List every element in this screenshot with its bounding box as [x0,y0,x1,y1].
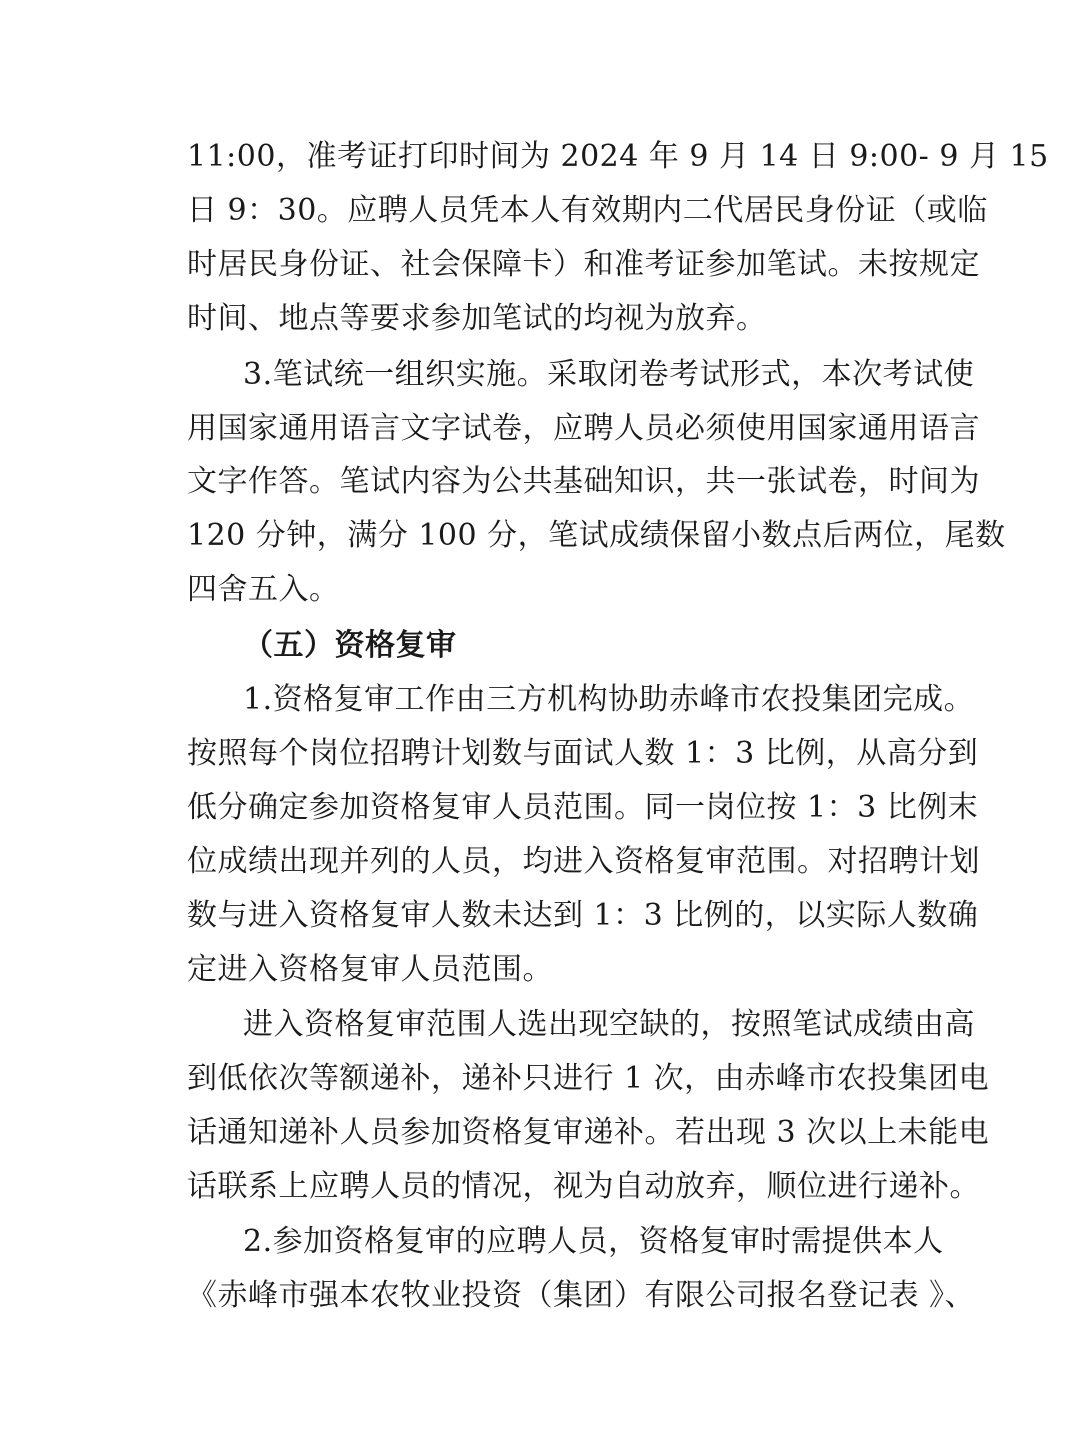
paragraph-line: 120 分钟，满分 100 分，笔试成绩保留小数点后两位，尾数 [187,518,1006,553]
paragraph-line: 定进入资格复审人员范围。 [187,952,553,987]
paragraph-line: 时居民身份证、社会保障卡）和准考证参加笔试。未按规定 [187,247,980,282]
paragraph-line: 低分确定参加资格复审人员范围。同一岗位按 1：3 比例末 [187,790,979,825]
paragraph-line: 到低依次等额递补，递补只进行 1 次，由赤峰市农投集团电 [187,1061,990,1096]
paragraph-line: 文字作答。笔试内容为公共基础知识，共一张试卷，时间为 [187,464,980,499]
paragraph-line: 四舍五入。 [187,572,340,607]
paragraph-line: 时间、地点等要求参加笔试的均视为放弃。 [187,301,767,336]
paragraph-line: 进入资格复审范围人选出现空缺的，按照笔试成绩由高 [243,1007,975,1042]
paragraph-line: 日 9：30。应聘人员凭本人有效期内二代居民身份证（或临 [187,193,988,228]
paragraph-line: 按照每个岗位招聘计划数与面试人数 1：3 比例，从高分到 [187,736,979,771]
paragraph-line: 话通知递补人员参加资格复审递补。若出现 3 次以上未能电 [187,1115,990,1150]
paragraph-line: 1.资格复审工作由三方机构协助赤峰市农投集团完成。 [243,682,975,717]
section-heading: （五）资格复审 [243,628,457,663]
paragraph-line: 2.参加资格复审的应聘人员，资格复审时需提供本人 [243,1224,944,1259]
paragraph-line: 《赤峰市强本农牧业投资（集团）有限公司报名登记表 》、 [187,1278,976,1313]
paragraph-line: 3.笔试统一组织实施。采取闭卷考试形式，本次考试使 [243,357,975,392]
paragraph-line: 11:00，准考证打印时间为 2024 年 9 月 14 日 9:00- 9 月 15 [187,139,1049,174]
paragraph-line: 话联系上应聘人员的情况，视为自动放弃，顺位进行递补。 [187,1169,980,1204]
paragraph-line: 用国家通用语言文字试卷，应聘人员必须使用国家通用语言 [187,411,980,446]
paragraph-line: 位成绩出现并列的人员，均进入资格复审范围。对招聘计划 [187,844,980,879]
paragraph-line: 数与进入资格复审人数未达到 1：3 比例的，以实际人数确 [187,898,979,933]
